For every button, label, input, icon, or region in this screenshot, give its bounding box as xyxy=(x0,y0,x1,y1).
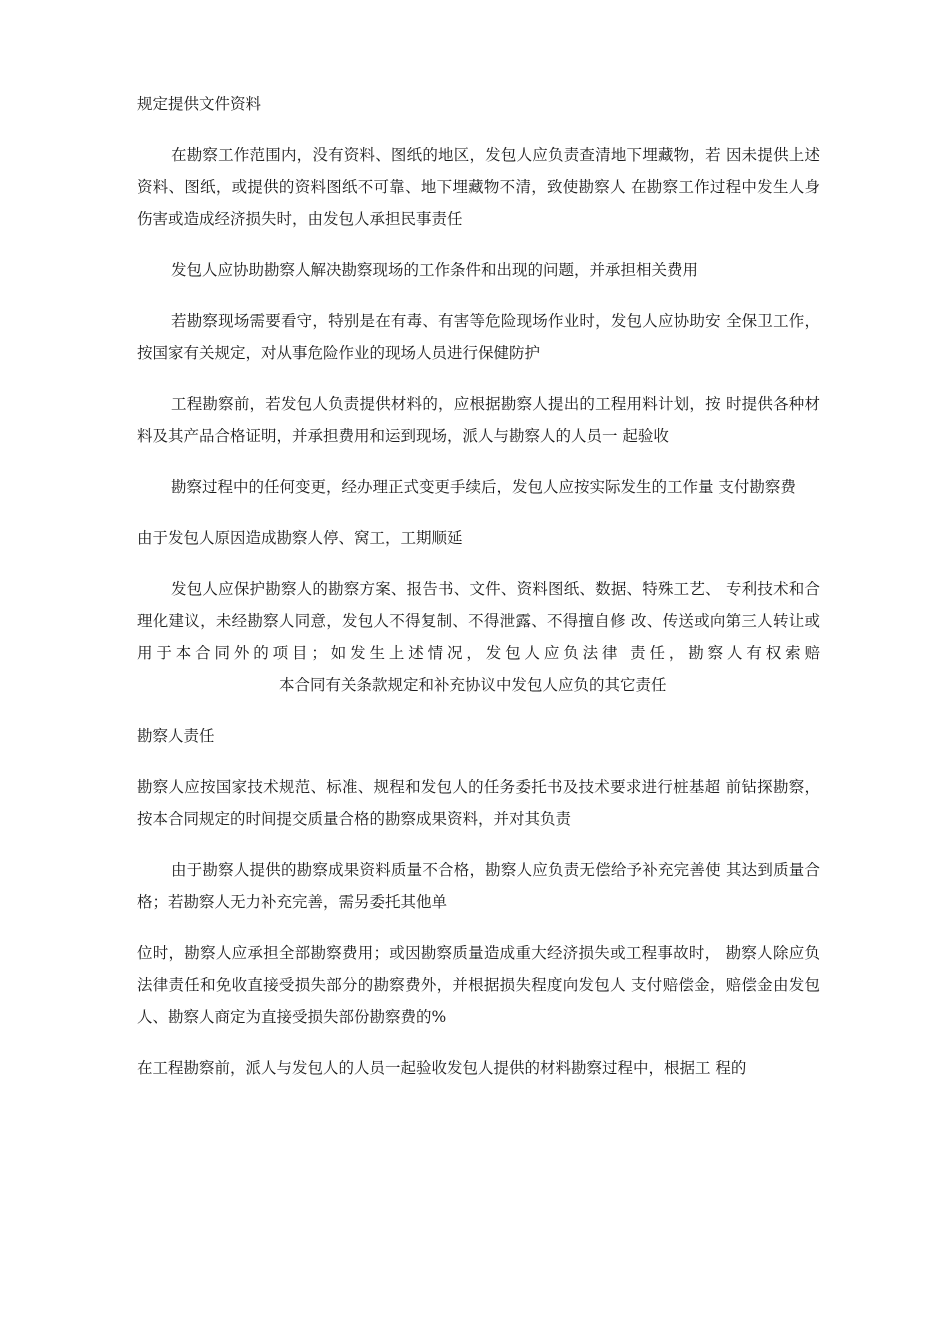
paragraph-survey-standards: 勘察人应按国家技术规范、标准、规程和发包人的任务委托书及技术要求进行桩基超 前钻探勘察，按本合同规定的时间提交质量合格的勘察成果资料，并对其负责 xyxy=(137,778,820,828)
paragraph-material-inspection: 在工程勘察前，派人与发包人的人员一起验收发包人提供的材料勘察过程中，根据工 程的 xyxy=(137,1059,747,1077)
paragraph-change-payment: 勘察过程中的任何变更，经办理正式变更手续后，发包人应按实际发生的工作量 支付勘察费 xyxy=(171,478,796,496)
ip-protection-text: 发包人应保护勘察人的勘察方案、报告书、文件、资料图纸、数据、特殊工艺、 专利技术和合理化建议，未经勘察人同意，发包人不得复制、不得泄露、不得擅自修 改、传送或向第三人转让或用于本合同外的项目；如发生上述情况，发包人应负法律 责任，勘察人有权索赔 xyxy=(137,580,820,662)
paragraph-site-conditions: 发包人应协助勘察人解决勘察现场的工作条件和出现的问题，并承担相关费用 xyxy=(171,261,699,279)
paragraph-heading-surveyor-duty: 勘察人责任 xyxy=(137,727,215,745)
ip-protection-tail: 本合同有关条款规定和补充协议中发包人应负的其它责任 xyxy=(279,676,667,694)
paragraph-site-security: 若勘察现场需要看守，特别是在有毒、有害等危险现场作业时，发包人应协助安 全保卫工作，按国家有关规定，对从事危险作业的现场人员进行保健防护 xyxy=(137,312,820,362)
paragraph-ip-protection xyxy=(137,573,820,701)
paragraph-heading-documents: 规定提供文件资料 xyxy=(137,95,262,113)
paragraph-compensation: 位时，勘察人应承担全部勘察费用；或因勘察质量造成重大经济损失或工程事故时， 勘察人除应负法律责任和免收直接受损失部分的勘察费外，并根据损失程度向发包人 支付赔偿金，赔偿金由发包人、勘察人商定为直接受损失部份勘察费的% xyxy=(137,944,820,1026)
paragraph-material-supply: 工程勘察前，若发包人负责提供材料的，应根据勘察人提出的工程用料计划，按 时提供各种材料及其产品合格证明，并承担费用和运到现场，派人与勘察人的人员一 起验收 xyxy=(137,395,820,445)
document-page xyxy=(137,88,820,1103)
paragraph-quality-remedy: 由于勘察人提供的勘察成果资料质量不合格，勘察人应负责无偿给予补充完善使 其达到质量合格；若勘察人无力补充完善，需另委托其他单 xyxy=(137,861,820,911)
paragraph-delay-extension: 由于发包人原因造成勘察人停、窝工，工期顺延 xyxy=(137,529,463,547)
paragraph-underground-objects: 在勘察工作范围内，没有资料、图纸的地区，发包人应负责查清地下埋藏物，若 因未提供上述资料、图纸，或提供的资料图纸不可靠、地下埋藏物不清，致使勘察人 在勘察工作过程中发生人身伤害或造成经济损失时，由发包人承担民事责任 xyxy=(137,146,820,228)
